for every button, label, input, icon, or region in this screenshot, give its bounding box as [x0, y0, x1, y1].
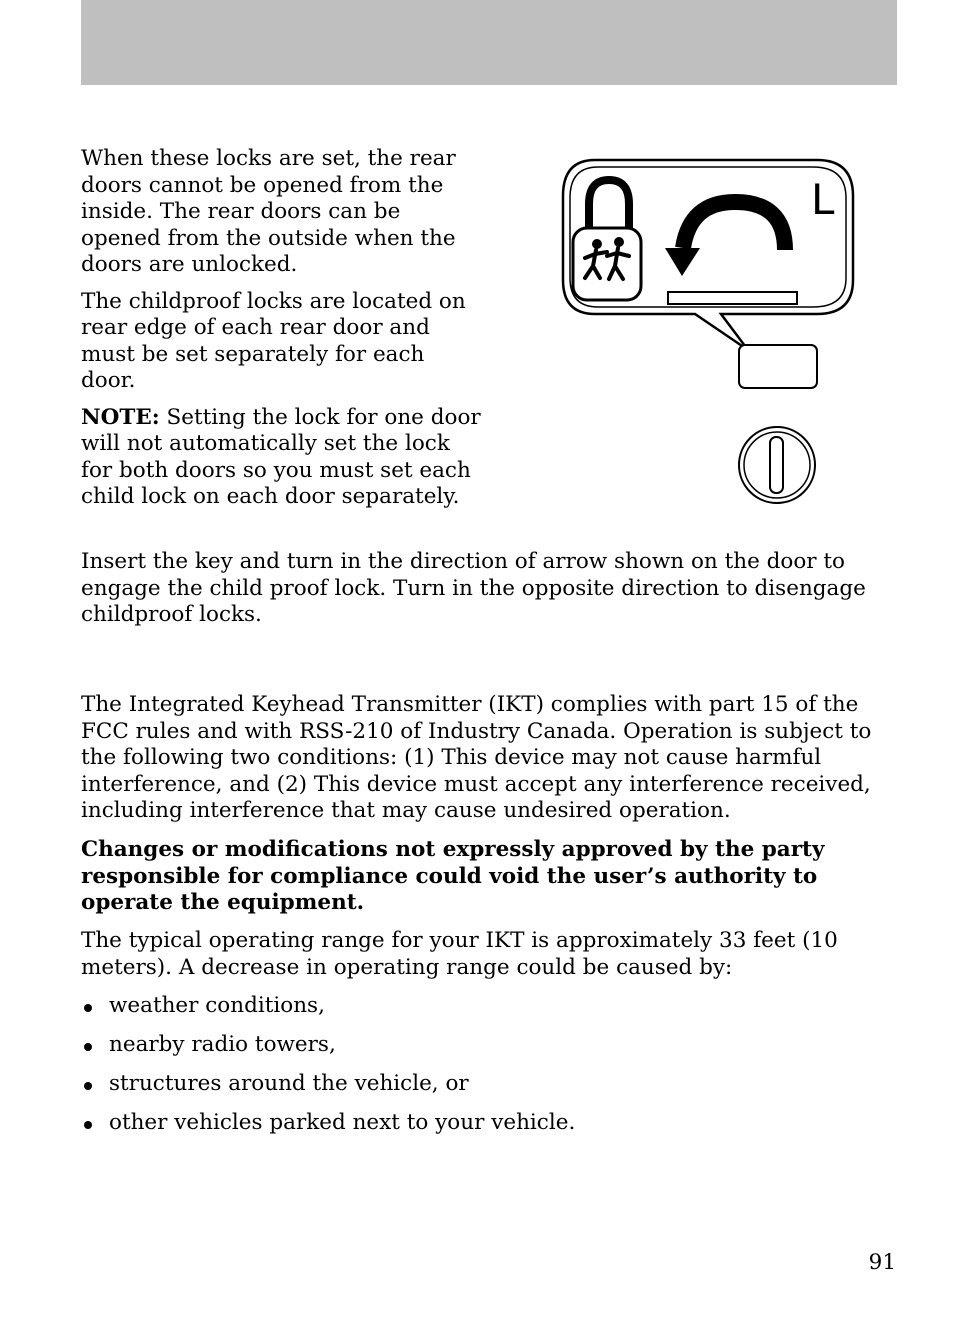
childlock-description: When these locks are set, the rear doors cannot be opened from the inside. The rear doors can be opened from the outside when the doors are unlocked. [81, 146, 456, 277]
slot-bar [668, 292, 797, 304]
warning-text: Changes or modifications not expressly approved by the party responsible for compliance could void the user’s authority to operate the equipment. [81, 837, 825, 915]
lock-slot [739, 345, 817, 388]
range-text: The typical operating range for your IKT is approximately 33 feet (10 meters). A decrease in operating range could be caused by: [81, 928, 838, 980]
bullet-icon [84, 1082, 92, 1090]
note-text: Setting the lock for one door will not automatically set the lock for both doors so you must set each child lock on each door separately. [81, 404, 481, 509]
bullet-icon [84, 1121, 92, 1129]
range-causes-list [81, 993, 896, 1149]
insert-key-paragraph [81, 549, 896, 629]
childlock-location: The childproof locks are located on rear edge of each rear door and must be set separately for each door. [81, 288, 466, 393]
childlock-text-column [81, 146, 481, 521]
list-item: nearby radio towers, [81, 1032, 896, 1071]
ikt-text: The Integrated Keyhead Transmitter (IKT) complies with part 15 of the FCC rules and with RSS-210 of Industry Canada. Operation is subject to the following two conditions: (1) This device may not cause harmful interference, and (2) This device must accept any interference received, including interference that may cause undesired operation. [81, 692, 872, 823]
childlock-illustration [555, 152, 860, 512]
insert-key-text: Insert the key and turn in the direction of arrow shown on the door to engage the child proof lock. Turn in the opposite direction to disengage childproof locks. [81, 549, 866, 627]
list-item: weather conditions, [81, 993, 896, 1032]
list-item: structures around the vehicle, or [81, 1071, 896, 1110]
childlock-note [81, 405, 481, 511]
list-item: other vehicles parked next to your vehicle. [81, 1110, 896, 1149]
page-number: 91 [868, 1250, 896, 1275]
ikt-compliance-paragraph [81, 692, 896, 825]
lock-letter: L [811, 175, 835, 224]
modification-warning [81, 837, 896, 917]
range-paragraph [81, 928, 896, 981]
keyhole-icon [739, 427, 815, 503]
bullet-icon [84, 1004, 92, 1012]
note-label: NOTE: [81, 404, 160, 430]
header-band [81, 0, 897, 85]
bullet-icon [84, 1043, 92, 1051]
